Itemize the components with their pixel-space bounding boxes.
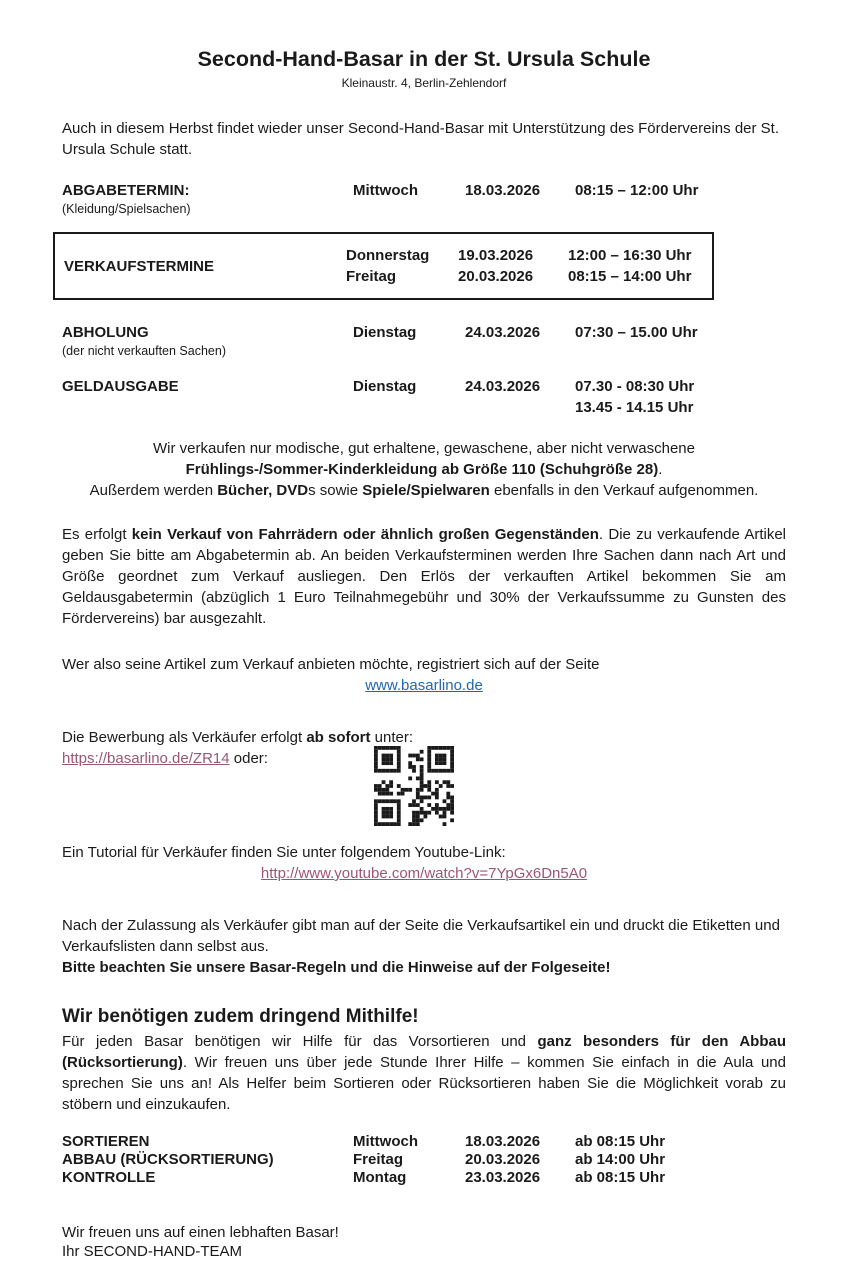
abholung-sublabel: (der nicht verkauften Sachen) xyxy=(62,344,226,358)
application-pre: Die Bewerbung als Verkäufer erfolgt xyxy=(62,729,307,746)
register-line: Wer also seine Artikel zum Verkauf anbieten möchte, registriert sich auf der Seite xyxy=(62,656,600,673)
help-row3-time: ab 08:15 Uhr xyxy=(575,1169,666,1186)
sell-info-block xyxy=(62,438,786,501)
closing-line1: Wir freuen uns auf einen lebhaften Basar! xyxy=(62,1224,339,1241)
schedule-row-abholung xyxy=(62,322,786,359)
help-row1-date: 18.03.2026 xyxy=(465,1133,541,1150)
tutorial-block xyxy=(62,842,786,884)
verkauf-row1-time: 12:00 – 16:30 Uhr xyxy=(568,247,692,264)
schedule-row-geldausgabe xyxy=(62,376,786,418)
abholung-day: Dienstag xyxy=(353,324,417,341)
geld-date: 24.03.2026 xyxy=(465,378,541,395)
rules-post: . Die zu verkaufende Artikel geben Sie bitte am Abgabetermin ab. An beiden Verkaufsterminen werden Ihre Sachen dann nach Art und Größe geordnet zum Verkauf ausliegen. Den Erlös der verkauften Artikel bekommen Sie am Geldausgabetermin (abzüglich 1 Euro Teilnahmegebühr und 30% der Verkaufssumme zu Gunsten des Fördervereins) bar ausgezahlt. xyxy=(62,526,787,627)
help-heading: Wir benötigen zudem dringend Mithilfe! xyxy=(62,1006,419,1027)
verkauf-label: VERKAUFSTERMINE xyxy=(64,257,215,275)
abgabe-label: ABGABETERMIN: xyxy=(62,182,190,199)
application-after-link: oder: xyxy=(229,750,268,767)
page-subtitle: Kleinaustr. 4, Berlin-Zehlendorf xyxy=(341,76,507,90)
abholung-label: ABHOLUNG xyxy=(62,324,149,341)
rules-notice-line: Bitte beachten Sie unsere Basar-Regeln und die Hinweise auf der Folgeseite! xyxy=(62,959,611,976)
basarlino-link[interactable]: www.basarlino.de xyxy=(365,677,483,694)
intro-paragraph: Auch in diesem Herbst findet wieder unser Second-Hand-Basar mit Unterstützung des Fördervereins der St. Ursula Schule statt. xyxy=(62,120,780,158)
help-row1-label: SORTIEREN xyxy=(62,1133,150,1150)
sell-info-line2-end: . xyxy=(658,461,663,478)
closing-line2: Ihr SECOND-HAND-TEAM xyxy=(62,1243,243,1260)
after-paragraph: Nach der Zulassung als Verkäufer gibt man auf der Seite die Verkaufsartikel ein und druckt die Etiketten und Verkaufslisten dann selbst aus. xyxy=(62,917,780,955)
schedule-row-abgabe xyxy=(62,180,786,217)
abgabe-date: 18.03.2026 xyxy=(465,182,541,199)
verkauf-row1-date: 19.03.2026 xyxy=(458,247,534,264)
sell-info-line2 xyxy=(62,459,786,480)
register-link-line xyxy=(62,675,786,696)
help-row-abbau xyxy=(62,1151,786,1169)
sell-info-line3 xyxy=(62,480,786,501)
closing-block xyxy=(62,1223,786,1261)
help-row3-day: Montag xyxy=(353,1169,407,1186)
sell-info-line3-bold1: Bücher, DVD xyxy=(217,482,309,499)
flyer-page xyxy=(0,46,848,1260)
sell-info-line3-post: ebenfalls in den Verkauf aufgenommen. xyxy=(489,482,759,499)
basarlino-zr14-link[interactable]: https://basarlino.de/ZR14 xyxy=(62,750,230,767)
help-row2-day: Freitag xyxy=(353,1151,404,1168)
rules-bold: kein Verkauf von Fahrrädern oder ähnlich großen Gegenständen xyxy=(131,526,599,543)
verkauf-row1-day: Donnerstag xyxy=(346,247,430,264)
help-row2-label: ABBAU (RÜCKSORTIERUNG) xyxy=(62,1151,274,1168)
help-post: . Wir freuen uns über jede Stunde Ihrer Hilfe – kommen Sie einfach in die Aula und sprechen Sie uns an! Als Helfer beim Sortieren oder Rücksortieren haben Sie die Möglichkeit vorab zu stöbern und einzukaufen. xyxy=(62,1054,786,1113)
abgabe-day: Mittwoch xyxy=(353,182,418,199)
help-row-kontrolle xyxy=(62,1169,786,1187)
sell-info-line3-mid: s sowie xyxy=(308,482,363,499)
geld-time2: 13.45 - 14.15 Uhr xyxy=(575,399,694,416)
sell-info-line1: Wir verkaufen nur modische, gut erhaltene, gewaschene, aber nicht verwaschene xyxy=(153,440,695,457)
verkauf-row2-day: Freitag xyxy=(346,268,397,285)
sell-info-line2-bold: Frühlings-/Sommer-Kinderkleidung ab Größe 110 (Schuhgröße 28) xyxy=(185,461,659,478)
help-row2-time: ab 14:00 Uhr xyxy=(575,1151,666,1168)
sell-info-line3-pre: Außerdem werden xyxy=(89,482,218,499)
verkauf-row2-date: 20.03.2026 xyxy=(458,268,534,285)
help-paragraph xyxy=(62,1031,786,1115)
after-registration-block xyxy=(62,915,786,978)
youtube-link[interactable]: http://www.youtube.com/watch?v=7YpGx6Dn5A0 xyxy=(260,865,588,882)
verkauf-row2-time: 08:15 – 14:00 Uhr xyxy=(568,268,692,285)
application-post: unter: xyxy=(370,729,414,746)
geld-label: GELDAUSGABE xyxy=(62,378,179,395)
schedule-box-verkaufstermine xyxy=(53,232,714,300)
abholung-date: 24.03.2026 xyxy=(465,324,541,341)
abholung-time: 07:30 – 15.00 Uhr xyxy=(575,324,698,341)
rules-pre: Es erfolgt xyxy=(62,526,132,543)
application-line1 xyxy=(62,727,786,748)
help-row1-day: Mittwoch xyxy=(353,1133,418,1150)
help-pre: Für jeden Basar benötigen wir Hilfe für das Vorsortieren und xyxy=(62,1033,538,1050)
help-row1-time: ab 08:15 Uhr xyxy=(575,1133,666,1150)
application-block xyxy=(62,727,786,833)
help-row2-date: 20.03.2026 xyxy=(465,1151,541,1168)
abgabe-sublabel: (Kleidung/Spielsachen) xyxy=(62,202,191,216)
tutorial-link-line xyxy=(62,863,786,884)
geld-time1: 07.30 - 08:30 Uhr xyxy=(575,378,695,395)
sell-info-line3-bold2: Spiele/Spielwaren xyxy=(362,482,490,499)
tutorial-line: Ein Tutorial für Verkäufer finden Sie unter folgendem Youtube-Link: xyxy=(62,844,506,861)
geld-day: Dienstag xyxy=(353,378,417,395)
help-bold: ganz besonders für den Abbau (Rücksortierung) xyxy=(62,1033,787,1071)
rules-paragraph xyxy=(62,524,786,629)
help-row-sortieren xyxy=(62,1133,786,1151)
help-table xyxy=(62,1133,786,1187)
application-bold: ab sofort xyxy=(306,729,371,746)
abholung-label-cell xyxy=(62,322,353,359)
geld-times xyxy=(575,376,786,418)
help-row3-label: KONTROLLE xyxy=(62,1169,156,1186)
register-block xyxy=(62,654,786,696)
qr-code xyxy=(374,746,454,826)
help-row3-date: 23.03.2026 xyxy=(465,1169,541,1186)
page-title: Second-Hand-Basar in der St. Ursula Schule xyxy=(197,47,651,71)
abgabe-time: 08:15 – 12:00 Uhr xyxy=(575,182,699,199)
abgabe-label-cell xyxy=(62,180,353,217)
